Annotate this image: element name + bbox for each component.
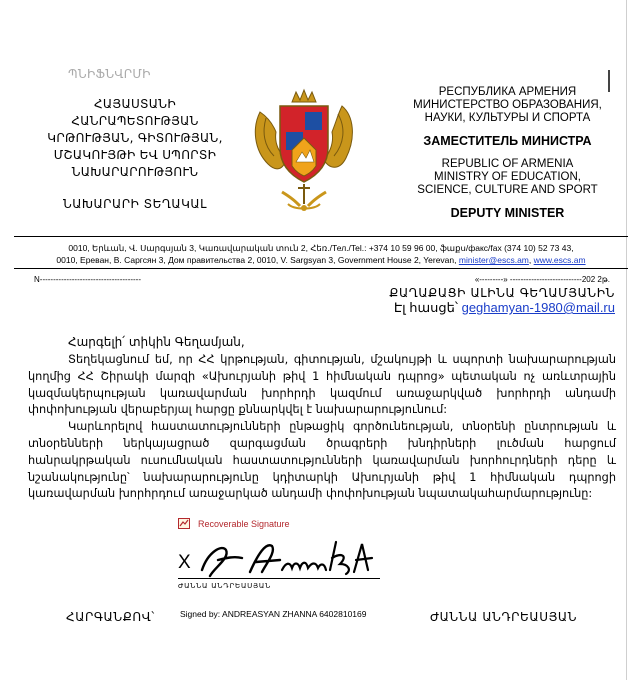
- header-line: ՄՇԱԿՈՒՅԹԻ ԵՎ ՍՊՈՐՏԻ: [53, 148, 217, 162]
- header-line: ՀԱՅԱՍՏԱՆԻ: [94, 97, 176, 111]
- header-en-role: DEPUTY MINISTER: [450, 206, 565, 220]
- header-ru-line: МИНИСТЕРСТВО ОБРАЗОВАНИЯ,: [413, 99, 602, 111]
- ministry-email-link[interactable]: minister@escs.am: [458, 255, 529, 265]
- header-ru-line: НАУКИ, КУЛЬТУРЫ И СПОРТА: [424, 112, 591, 124]
- address-top-rule: [14, 236, 628, 237]
- header-right-ru-en: [400, 86, 615, 220]
- header-ru-role: ЗАМЕСТИТЕЛЬ МИНИСТРА: [423, 134, 592, 148]
- body-paragraph: Կարևորելով հաստատությունների ընթացիկ գործունեության, տնօրենի ընտրության և տնօրենների ներկայացրած զարգացման ծրագրերի խնդիրների լուծման հարցում հանրակրթական ուսումնական հաստատությունների կառավարման խորհուրդների դերը և նշանակությունը՝ նախարարությունը կդիտարկի Ախուրյանի թիվ 1 հիմնական դպրոցի կառավարման խորհրդում առաջարկած անդամի փոփոխության նպատակահարմարությունը:: [28, 420, 616, 501]
- header-ru-line: РЕСПУБЛИКА АРМЕНИЯ: [438, 86, 577, 98]
- header-en-line: MINISTRY OF EDUCATION,: [434, 171, 581, 183]
- signature-line: [178, 578, 380, 579]
- recoverable-signature-title: Recoverable Signature: [198, 519, 290, 529]
- signature-caption-name: ԺԱՆՆԱ ԱՆԴՐԵԱՍՅԱՆ: [178, 582, 271, 590]
- recipient-email-link[interactable]: geghamyan-1980@mail.ru: [461, 300, 615, 315]
- address-line-1: 0010, Երևան, Վ. Սարգսյան 3, Կառավարական տուն 2, Հեռ./Тел./Tel.: +374 10 59 96 00, ֆաքս/факс/fax (374 10) 52 73 43,: [68, 243, 574, 253]
- address-line-2-text: 0010, Ереван, В. Саргсян 3, Дом правительства 2, 0010, V. Sargsyan 3, Government House 2, Yerevan,: [56, 255, 459, 265]
- ministry-website-link[interactable]: www.escs.am: [533, 255, 586, 265]
- header-en-line: REPUBLIC OF ARMENIA: [441, 158, 574, 170]
- recipient-email: [380, 300, 615, 316]
- closing-regards: ՀԱՐԳԱՆՔՈՎ՝: [66, 610, 155, 624]
- address-separator: ,: [528, 255, 534, 265]
- letter-number-line: N--------------------------------------: [34, 275, 142, 284]
- coat-of-arms-icon: [246, 88, 361, 216]
- header-line: ՀԱՆՐԱՊԵՏՈՒԹՅԱՆ: [71, 114, 199, 128]
- header-role-armenian: ՆԱԽԱՐԱՐԻ ՏԵՂԱԿԱԼ: [62, 197, 207, 211]
- signed-by-text: Signed by: ANDREASYAN ZHANNA 6402810169: [180, 609, 367, 619]
- signer-name: ԺԱՆՆԱ ԱՆԴՐԵԱՍՅԱՆ: [430, 610, 578, 624]
- header-line: ԿՐԹՈՒԹՅԱՆ, ԳԻՏՈՒԹՅԱՆ,: [47, 131, 223, 145]
- header-line: ՆԱԽԱՐԱՐՈՒԹՅՈՒՆ: [71, 165, 199, 179]
- header-ghost-text: ՊՆԻՖՆՎՐՄԻ: [68, 67, 151, 81]
- header-left-armenian: [30, 67, 240, 211]
- recipient-email-label: Էլ հասցե՝: [393, 300, 462, 315]
- signature-flag-icon: [178, 518, 190, 529]
- body-paragraph: Տեղեկացնում եմ, որ ՀՀ կրթության, գիտության, մշակույթի և սպորտի նախարարության կողմից ՀՀ Շիրակի մարզի «Ախուրյանի թիվ 1 հիմնական դպրոց» պետական ոչ առևտրային կազմակերպության կառավարման խորհրդի կազմում առաջարկված խորհրդի անդամի փոփոխության վերաբերյալ հարցը քննարկվել է նախարարությունում:: [28, 353, 616, 417]
- signature-x-mark: X: [178, 552, 191, 573]
- letter-date-line: «---------» ---------------------------202 2թ.: [474, 275, 610, 284]
- handwritten-signature-icon: [196, 534, 384, 582]
- header-en-line: SCIENCE, CULTURE AND SPORT: [417, 184, 598, 196]
- letter-body: [28, 352, 616, 503]
- greeting: Հարգելի՛ տիկին Գեղամյան,: [68, 335, 245, 349]
- page-edge: [626, 0, 627, 680]
- address-line-2: [14, 255, 628, 265]
- address-bottom-rule: [14, 268, 628, 269]
- recipient-name: ՔԱՂԱՔԱՑԻ ԱԼԻՆԱ ԳԵՂԱՄՅԱՆԻՆ: [389, 286, 615, 300]
